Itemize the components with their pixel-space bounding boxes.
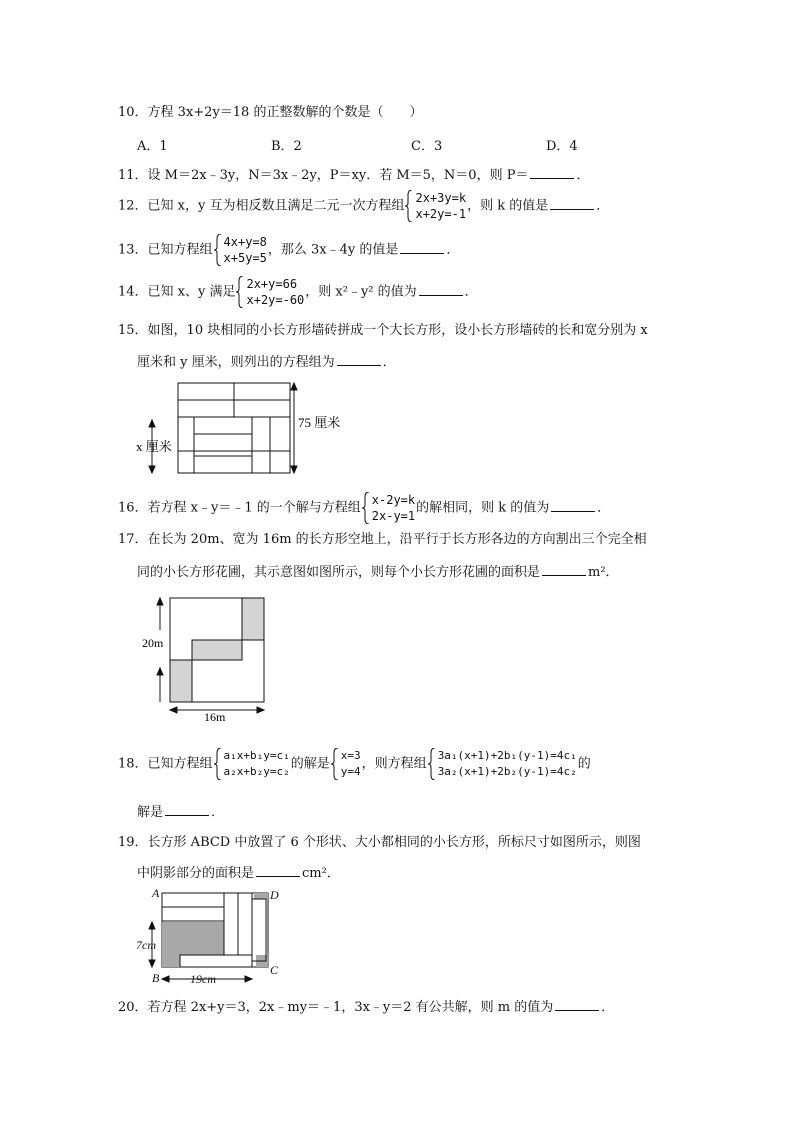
option-d: D．4 [546, 139, 578, 154]
period: ． [576, 168, 590, 183]
equation-2: x+2y=-1 [415, 207, 467, 221]
equation-system [405, 190, 466, 222]
answer-blank[interactable] [419, 283, 463, 296]
figure-wall-tiles [130, 378, 360, 482]
question-19-line-2 [137, 864, 340, 883]
question-18-post: 的 [577, 756, 591, 772]
question-18 [118, 748, 591, 780]
arrow-down-icon [149, 466, 155, 473]
garden-plot [170, 660, 192, 702]
question-17-line-2 [137, 563, 619, 582]
question-14 [118, 276, 478, 308]
answer-blank[interactable] [550, 197, 594, 210]
question-12 [118, 190, 609, 222]
question-15-line-2 [137, 353, 396, 372]
answer-blank[interactable] [400, 241, 444, 254]
question-14-pre: 14．已知 x、y 满足 [118, 284, 236, 300]
height-label: 75 厘米 [298, 415, 341, 430]
equation-2: x+2y=-60 [246, 293, 305, 307]
brace-icon [362, 492, 370, 524]
question-10-text: 10．方程 3x+2y＝18 的正整数解的个数是（ ） [118, 105, 423, 120]
question-17-line-1: 17．在长为 20m、宽为 16m 的长方形空地上，沿平行于长方形各边的方向割出三个完全相 [118, 532, 647, 547]
period: ． [211, 805, 225, 820]
period: ． [382, 355, 396, 370]
height-label: 20m [142, 636, 164, 650]
period: ． [597, 500, 611, 516]
arrow-up-icon [291, 383, 297, 390]
shaded-region [162, 955, 180, 967]
arrow-up-icon [157, 668, 163, 675]
answer-blank[interactable] [555, 998, 599, 1011]
question-10 [118, 104, 422, 122]
equation-system-2 [428, 748, 577, 780]
question-12-post: ，则 k 的值是 [467, 198, 549, 214]
brace-icon [428, 748, 436, 780]
equation-1: x-2y=k [371, 493, 416, 507]
question-18-mid: 的解是 [290, 756, 330, 772]
bottom-band [178, 451, 290, 473]
solution-y: y=4 [340, 765, 361, 778]
arrow-left-icon [170, 707, 177, 713]
label-c: C [270, 963, 279, 977]
question-11-text: 11．设 M＝2x﹣3y，N＝3x﹣2y，P＝xy．若 M＝5，N＝0，则 P＝ [118, 168, 529, 183]
question-20 [118, 998, 614, 1017]
question-17-line-2-text: 同的小长方形花圃，其示意图如图所示，则每个小长方形花圃的面积是 [137, 565, 541, 580]
height-label: 7cm [136, 938, 156, 952]
period: ． [601, 1000, 615, 1015]
arrow-right-icon [245, 976, 252, 982]
answer-blank[interactable] [337, 353, 381, 366]
question-16-pre: 16．若方程 x﹣y＝﹣1 的一个解与方程组 [118, 500, 361, 516]
question-16 [118, 492, 610, 524]
period: ． [464, 284, 478, 300]
option-c: C．3 [411, 139, 443, 154]
unit: m²． [588, 565, 619, 580]
figure-abcd [136, 885, 286, 987]
question-12-pre: 12．已知 x，y 互为相反数且满足二元一次方程组 [118, 198, 405, 214]
arrow-up-icon [149, 420, 155, 427]
x-label: x 厘米 [136, 439, 172, 454]
question-19-line-1: 19．长方形 ABCD 中放置了 6 个形状、大小都相同的小长方形，所标尺寸如图所示，则图 [118, 835, 641, 850]
option-a: A．1 [137, 139, 168, 154]
brace-icon [405, 190, 413, 222]
question-15-line-2-text: 厘米和 y 厘米，则列出的方程组为 [137, 355, 335, 370]
arrow-up-icon [149, 922, 155, 929]
equation-3: 3a₁(x+1)+2b₁(y-1)=4c₁ [437, 749, 577, 762]
shaded-region [254, 893, 268, 899]
question-13-pre: 13．已知方程组 [118, 242, 213, 258]
answer-blank[interactable] [165, 803, 209, 816]
question-15-line-1: 15．如图，10 块相同的小长方形墙砖拼成一个大长方形，设小长方形墙砖的长和宽分别为 x [118, 323, 648, 338]
answer-blank[interactable] [256, 864, 300, 877]
brace-icon [236, 276, 244, 308]
question-20-text: 20．若方程 2x+y＝3，2x﹣my＝﹣1，3x﹣y＝2 有公共解，则 m 的值为 [118, 1000, 554, 1015]
equation-1: 4x+y=8 [223, 235, 267, 249]
width-label: 19cm [190, 972, 216, 986]
equation-system [214, 748, 290, 780]
answer-blank[interactable] [542, 563, 586, 576]
answer-blank[interactable] [530, 166, 574, 179]
label-b: B [152, 971, 160, 985]
equation-1: a₁x+b₁y=c₁ [223, 749, 290, 762]
arrow-down-icon [149, 960, 155, 967]
question-18-line-2-text: 解是 [137, 805, 164, 820]
figure-garden [138, 592, 273, 722]
solution-x: x=3 [340, 749, 361, 762]
option-b: B．2 [271, 139, 302, 154]
answer-blank[interactable] [551, 499, 595, 512]
arrow-left-icon [162, 976, 169, 982]
equation-2: 2x-y=1 [371, 509, 416, 523]
question-16-post: 的解相同，则 k 的值为 [416, 500, 550, 516]
equation-system [362, 492, 415, 524]
question-18-pre: 18．已知方程组 [118, 756, 213, 772]
period: ． [446, 242, 460, 258]
equation-system [236, 276, 304, 308]
solution-system [331, 748, 361, 780]
unit: cm²． [302, 866, 340, 881]
question-13 [118, 234, 459, 266]
equation-4: 3a₂(x+1)+2b₂(y-1)=4c₂ [437, 765, 577, 778]
garden-plot [242, 598, 264, 640]
equation-2: a₂x+b₂y=c₂ [223, 765, 290, 778]
question-14-post: ，则 x²﹣y² 的值为 [305, 284, 417, 300]
shaded-region [162, 922, 224, 955]
question-11 [118, 166, 589, 185]
question-18-line-2 [137, 803, 224, 822]
period: ． [596, 198, 610, 214]
width-label: 16m [204, 710, 226, 722]
equation-2: x+5y=5 [223, 251, 267, 265]
equation-system [214, 234, 267, 266]
equation-1: 2x+3y=k [415, 191, 467, 205]
brace-icon [214, 748, 222, 780]
question-18-mid2: ，则方程组 [361, 756, 427, 772]
question-19-line-2-text: 中阴影部分的面积是 [137, 866, 255, 881]
arrow-right-icon [257, 707, 264, 713]
label-d: D [270, 888, 279, 902]
question-13-post: ，那么 3x﹣4y 的值是 [267, 242, 399, 258]
arrow-down-icon [291, 466, 297, 473]
garden-plot [192, 640, 242, 660]
label-a: A [152, 886, 160, 900]
brace-icon [331, 748, 339, 780]
equation-1: 2x+y=66 [246, 277, 298, 291]
arrow-up-icon [157, 598, 163, 605]
brace-icon [214, 234, 222, 266]
